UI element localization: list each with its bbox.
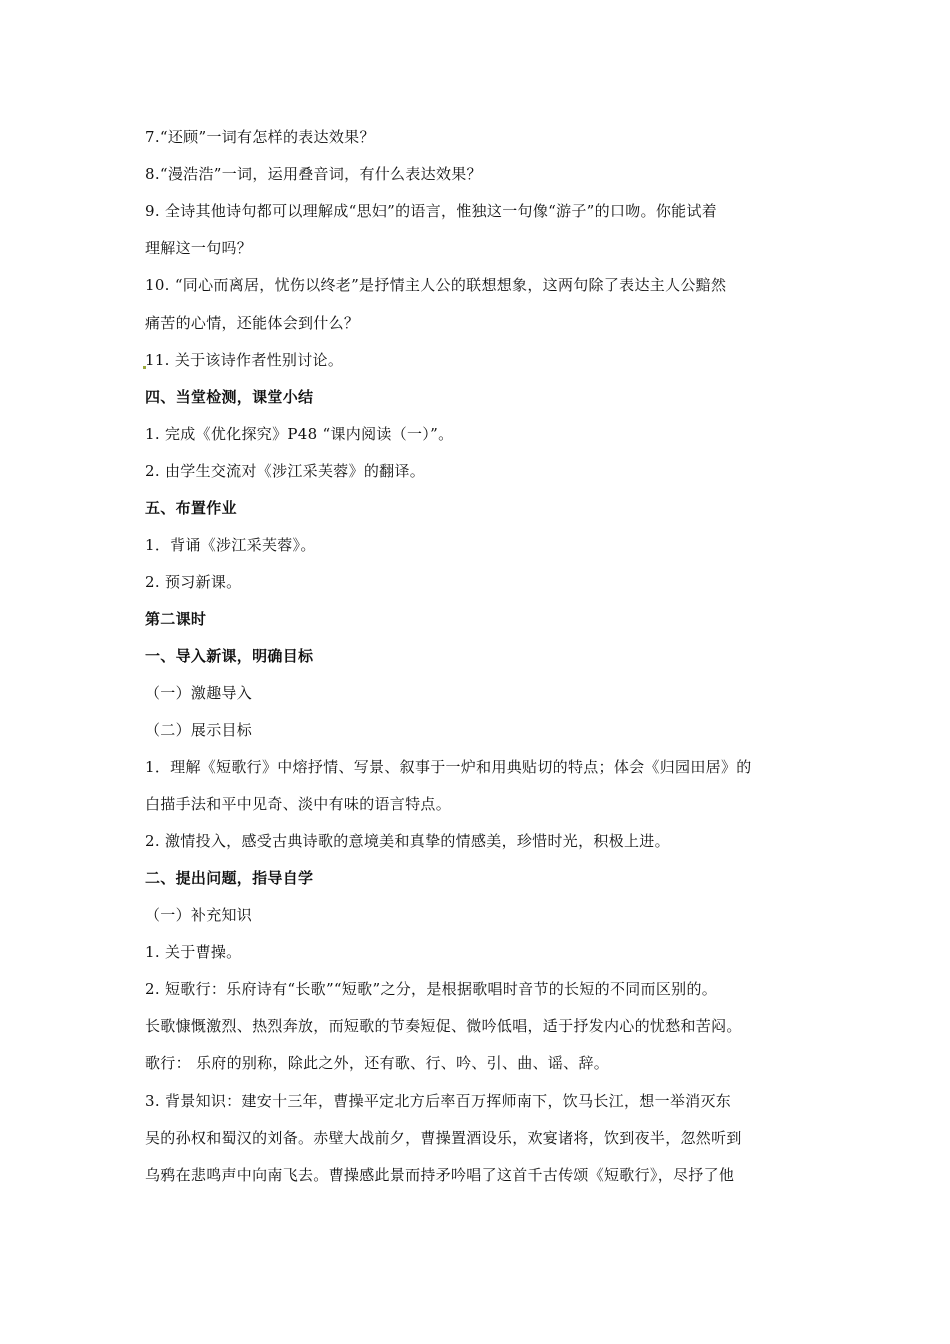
text-line: 理解这一句吗？ [145,239,253,257]
text-line: 1．理解《短歌行》中熔抒情、写景、叙事于一炉和用典贴切的特点；体会《归园田居》的 [145,758,752,776]
section-heading: 五、布置作业 [145,499,237,517]
text-line: 2. 预习新课。 [145,573,242,591]
text-line: 1. 关于曹操。 [145,943,242,961]
text-line: 1．背诵《涉江采芙蓉》。 [145,536,316,554]
text-line: （一）激趣导入 [145,684,253,702]
text-line: （一）补充知识 [145,906,253,924]
section-heading: 二、提出问题，指导自学 [145,869,314,887]
section-heading: 四、当堂检测，课堂小结 [145,388,314,406]
section-heading: 一、导入新课，明确目标 [145,647,314,665]
text-line: 11. 关于该诗作者性别讨论。 [145,351,344,369]
text-line: 2. 由学生交流对《涉江采芙蓉》的翻译。 [145,462,426,480]
text-line: （二）展示目标 [145,721,253,739]
text-line: 歌行： 乐府的别称，除此之外，还有歌、行、吟、引、曲、谣、辞。 [145,1054,610,1072]
text-line: 7.“还顾”一词有怎样的表达效果？ [145,128,375,146]
text-line: 长歌慷慨激烈、热烈奔放，而短歌的节奏短促、微吟低唱，适于抒发内心的忧愁和苦闷。 [145,1017,742,1035]
text-line: 痛苦的心情，还能体会到什么？ [145,314,360,332]
text-line: 乌鸦在悲鸣声中向南飞去。曹操感此景而持矛吟唱了这首千古传颂《短歌行》，尽抒了他 [145,1166,735,1184]
text-line: 2. 激情投入，感受古典诗歌的意境美和真挚的情感美，珍惜时光，积极上进。 [145,832,670,850]
section-heading: 第二课时 [145,610,207,628]
text-line: 1. 完成《优化探究》P48 “课内阅读（一）”。 [145,425,454,443]
text-line: 吴的孙权和蜀汉的刘备。赤壁大战前夕，曹操置酒设乐，欢宴诸将，饮到夜半，忽然听到 [145,1129,742,1147]
text-line: 10. “同心而离居，忧伤以终老”是抒情主人公的联想想象，这两句除了表达主人公黯然 [145,276,727,294]
text-line: 8.“漫浩浩”一词，运用叠音词，有什么表达效果？ [145,165,482,183]
text-line: 3. 背景知识：建安十三年，曹操平定北方后率百万挥师南下，饮马长江，想一举消灭东 [145,1092,732,1110]
text-line: 2. 短歌行：乐府诗有“长歌”“短歌”之分，是根据歌唱时音节的长短的不同而区别的。 [145,980,718,998]
text-line: 9. 全诗其他诗句都可以理解成“思妇”的语言，惟独这一句像“游子”的口吻。你能试着 [145,202,718,220]
text-line: 白描手法和平中见奇、淡中有味的语言特点。 [145,795,452,813]
